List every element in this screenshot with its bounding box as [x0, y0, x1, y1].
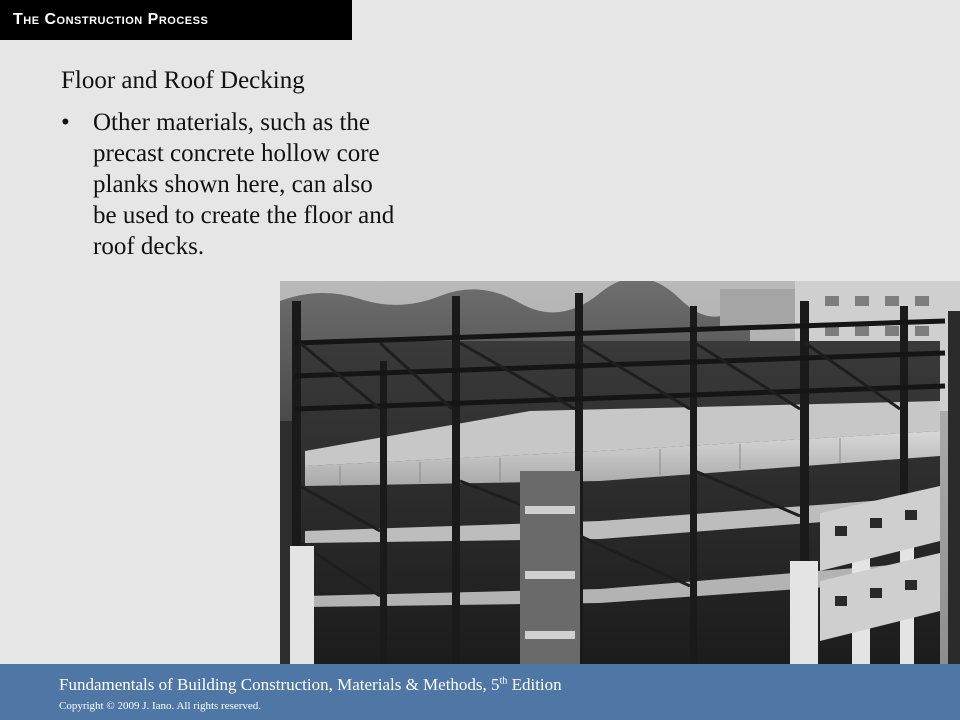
footer-book-title-text: Fundamentals of Building Construction, Materials & Methods, 5 — [59, 675, 500, 694]
construction-photo-graphic — [280, 281, 960, 664]
slide-heading: Floor and Roof Decking — [61, 67, 305, 94]
footer-bar — [0, 664, 960, 720]
section-title: The Construction Process — [13, 11, 209, 28]
footer-copyright: Copyright © 2009 J. Iano. All rights reserved. — [59, 700, 262, 712]
section-title-tab — [0, 0, 352, 40]
footer-edition-superscript: th — [499, 675, 508, 687]
footer-edition-suffix: Edition — [507, 675, 562, 694]
bullet-marker: • — [61, 109, 70, 136]
bullet-item — [61, 107, 401, 262]
bullet-text: Other materials, such as the precast concrete hollow core planks shown here, can also be used to create the floor and roof decks. — [93, 109, 395, 260]
footer-book-title — [59, 675, 562, 695]
construction-photo — [280, 281, 960, 664]
